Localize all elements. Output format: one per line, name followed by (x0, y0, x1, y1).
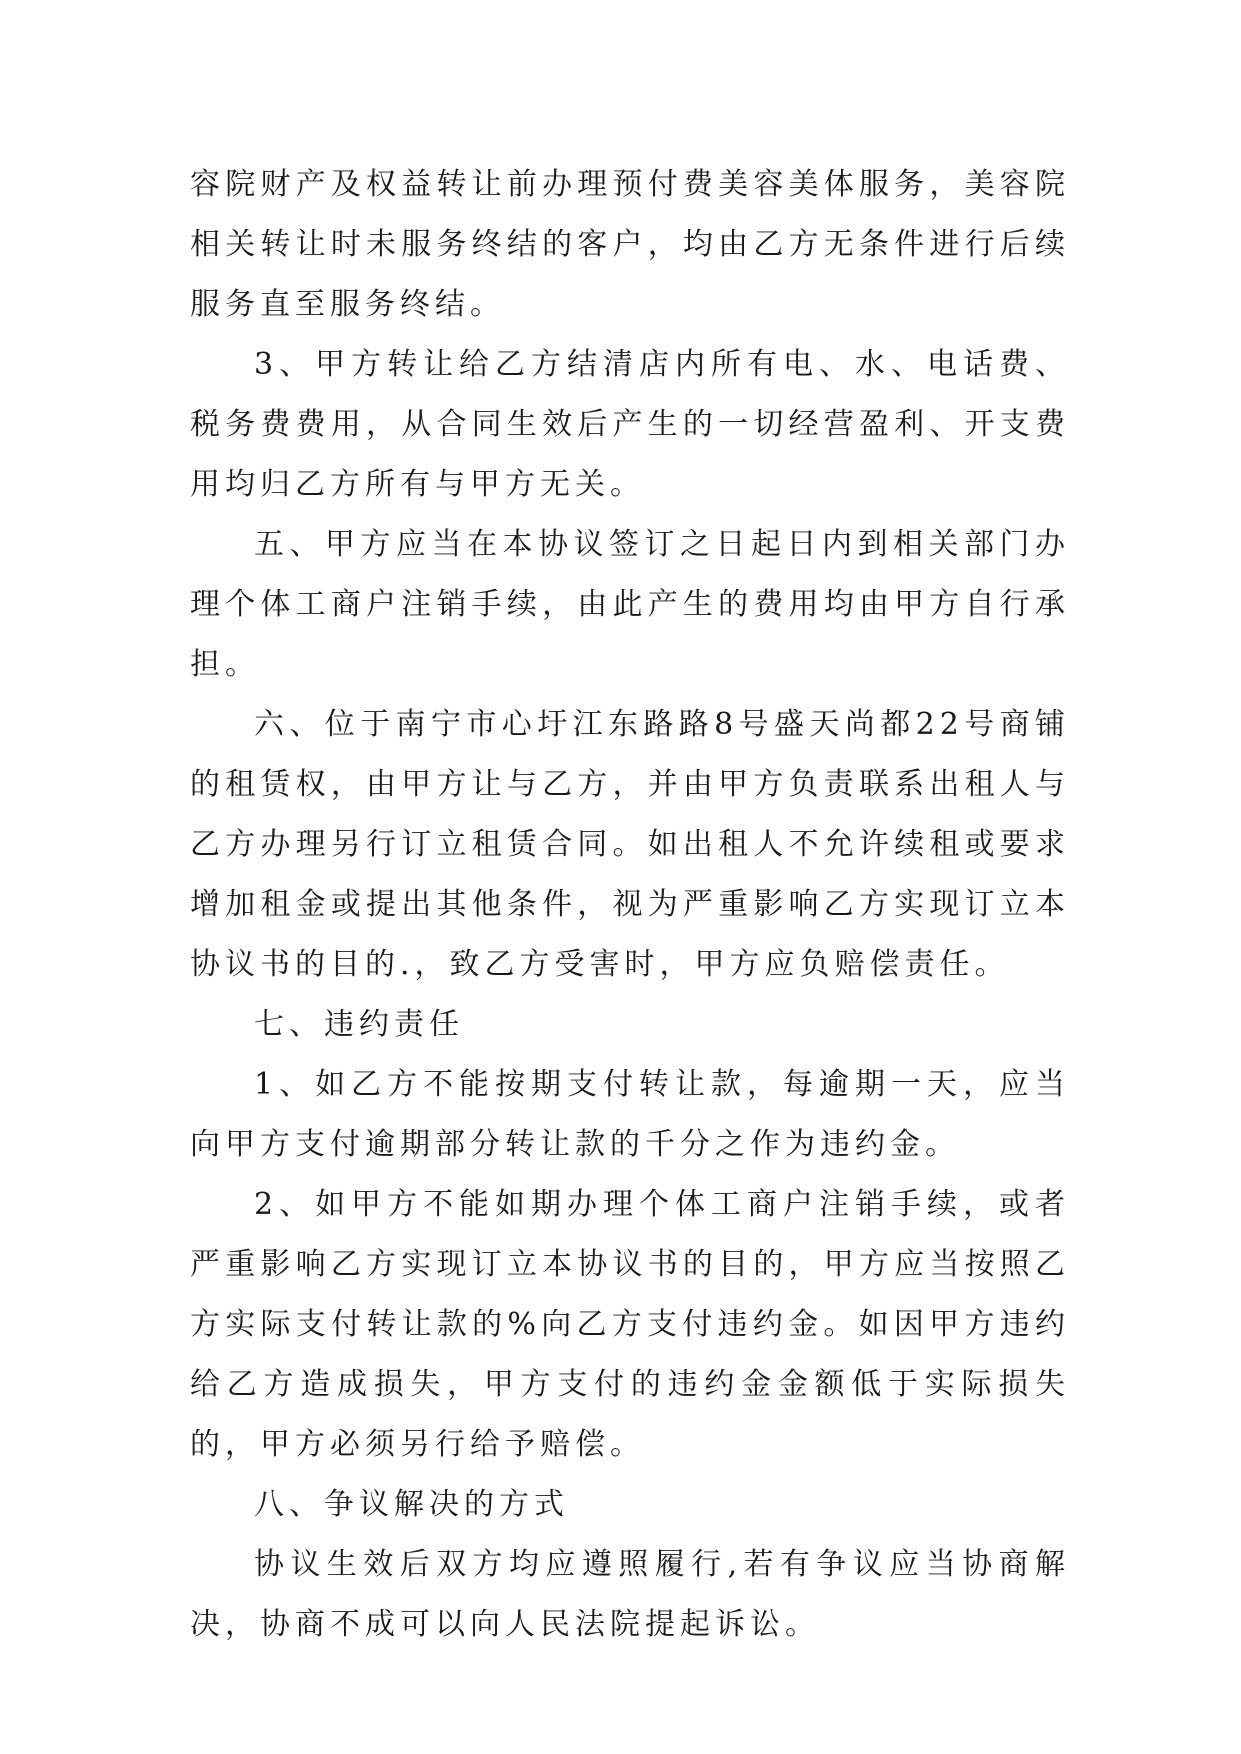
document-body (190, 155, 1070, 1655)
section-heading-dispute: 八、争议解决的方式 (254, 1487, 569, 1522)
paragraph-5: 1、如乙方不能按期支付转让款，每逾期一天，应当向甲方支付逾期部分转让款的千分之作为违约金。 (190, 1067, 1070, 1162)
section-heading-breach: 七、违约责任 (254, 1007, 464, 1042)
paragraph-3: 五、甲方应当在本协议签订之日起日内到相关部门办理个体工商户注销手续，由此产生的费用均由甲方自行承担。 (190, 527, 1070, 682)
paragraph-4: 六、位于南宁市心圩江东路路8号盛天尚都22号商铺的租赁权，由甲方让与乙方，并由甲方负责联系出租人与乙方办理另行订立租赁合同。如出租人不允许续租或要求增加租金或提出其他条件，视为严重影响乙方实现订立本协议书的目的.，致乙方受害时，甲方应负赔偿责任。 (190, 707, 1070, 982)
paragraph-6: 2、如甲方不能如期办理个体工商户注销手续，或者严重影响乙方实现订立本协议书的目的，甲方应当按照乙方实际支付转让款的%向乙方支付违约金。如因甲方违约给乙方造成损失，甲方支付的违约金金额低于实际损失的，甲方必须另行给予赔偿。 (190, 1187, 1070, 1462)
paragraph-7: 协议生效后双方均应遵照履行,若有争议应当协商解决，协商不成可以向人民法院提起诉讼。 (190, 1547, 1070, 1642)
paragraph-2: 3、甲方转让给乙方结清店内所有电、水、电话费、税务费费用，从合同生效后产生的一切经营盈利、开支费用均归乙方所有与甲方无关。 (190, 347, 1070, 502)
paragraph-1: 容院财产及权益转让前办理预付费美容美体服务，美容院相关转让时未服务终结的客户，均由乙方无条件进行后续服务直至服务终结。 (190, 167, 1070, 322)
